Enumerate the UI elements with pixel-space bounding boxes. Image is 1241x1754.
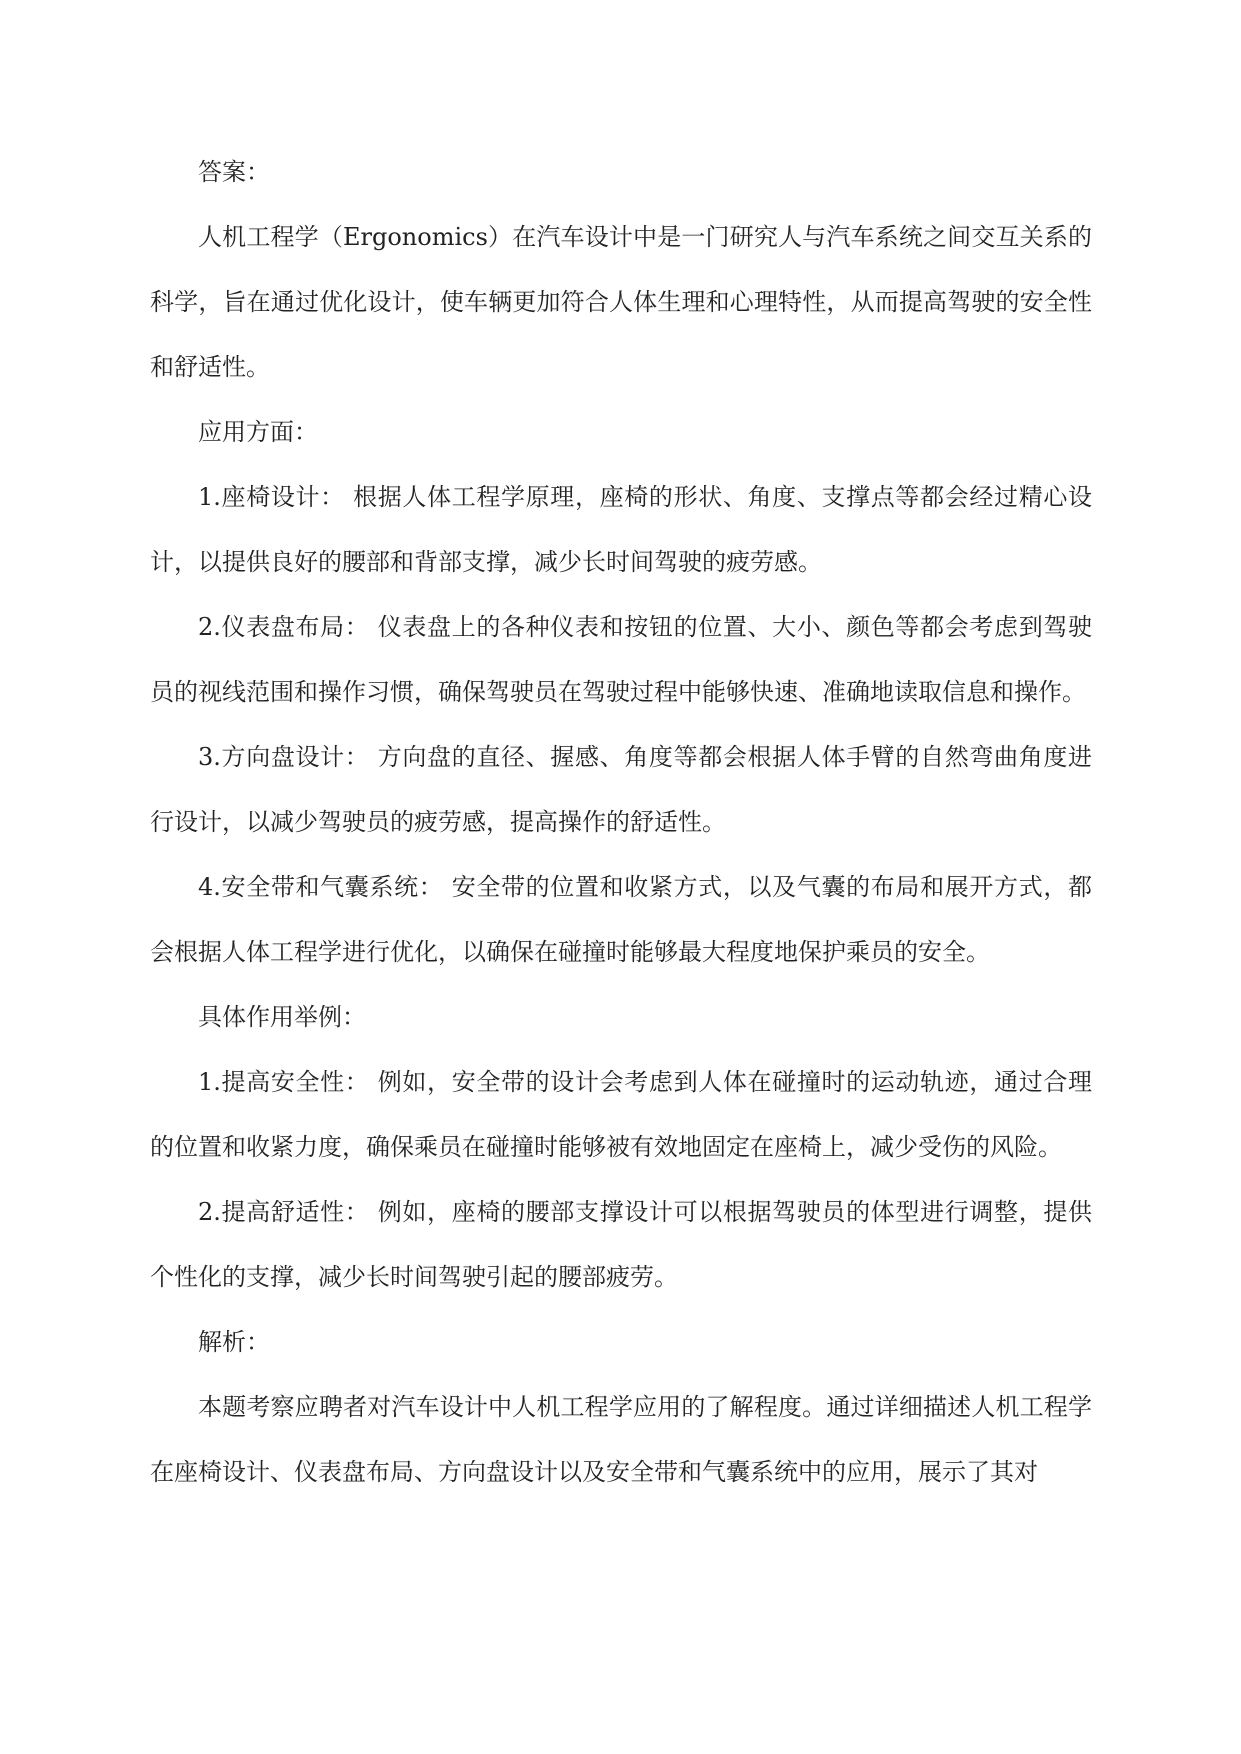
seat-design-paragraph: 1.座椅设计： 根据人体工程学原理，座椅的形状、角度、支撑点等都会经过精心设计，以提供良好的腰部和背部支撑，减少长时间驾驶的疲劳感。	[150, 483, 1092, 576]
safety-example-paragraph: 1.提高安全性： 例如，安全带的设计会考虑到人体在碰撞时的运动轨迹，通过合理的位置和收紧力度，确保乘员在碰撞时能够被有效地固定在座椅上，减少受伤的风险。	[150, 1068, 1092, 1161]
analysis-paragraph: 本题考察应聘者对汽车设计中人机工程学应用的了解程度。通过详细描述人机工程学在座椅设计、仪表盘布局、方向盘设计以及安全带和气囊系统中的应用，展示了其对	[150, 1393, 1092, 1486]
dashboard-layout-paragraph: 2.仪表盘布局： 仪表盘上的各种仪表和按钮的位置、大小、颜色等都会考虑到驾驶员的视线范围和操作习惯，确保驾驶员在驾驶过程中能够快速、准确地读取信息和操作。	[150, 613, 1092, 706]
examples-heading: 具体作用举例：	[198, 1003, 366, 1031]
document-body	[150, 140, 1092, 1505]
answer-heading: 答案：	[198, 158, 270, 186]
steering-wheel-paragraph: 3.方向盘设计： 方向盘的直径、握感、角度等都会根据人体手臂的自然弯曲角度进行设计，以减少驾驶员的疲劳感，提高操作的舒适性。	[150, 743, 1092, 836]
ergonomics-definition-paragraph: 人机工程学（Ergonomics）在汽车设计中是一门研究人与汽车系统之间交互关系的科学，旨在通过优化设计，使车辆更加符合人体生理和心理特性，从而提高驾驶的安全性和舒适性。	[150, 223, 1092, 381]
seatbelt-airbag-paragraph: 4.安全带和气囊系统： 安全带的位置和收紧方式，以及气囊的布局和展开方式，都会根据人体工程学进行优化，以确保在碰撞时能够最大程度地保护乘员的安全。	[150, 873, 1092, 966]
comfort-example-paragraph: 2.提高舒适性： 例如，座椅的腰部支撑设计可以根据驾驶员的体型进行调整，提供个性化的支撑，减少长时间驾驶引起的腰部疲劳。	[150, 1198, 1092, 1291]
application-heading: 应用方面：	[198, 418, 318, 446]
analysis-heading: 解析：	[198, 1328, 270, 1356]
